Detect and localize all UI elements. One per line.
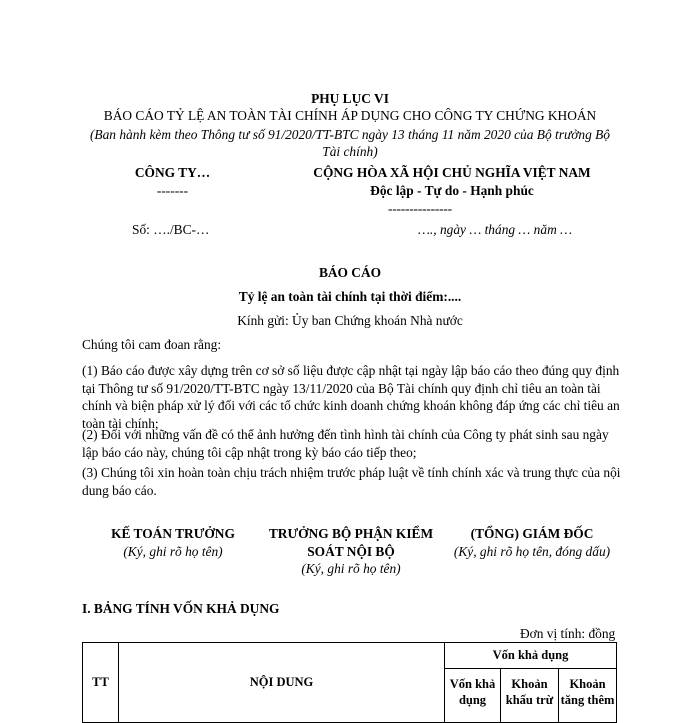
signature-note: (Ký, ghi rõ họ tên, đóng dấu)	[453, 543, 611, 559]
nation-motto: Độc lập - Tự do - Hạnh phúc	[370, 183, 534, 198]
header-deductions: Khoản khấu trừ	[501, 669, 559, 723]
report-heading: BÁO CÁO	[318, 265, 382, 280]
signature-title: KẾ TOÁN TRƯỞNG	[111, 526, 235, 541]
header-available-capital: Vốn khả dụng	[445, 643, 617, 669]
capital-table	[82, 642, 617, 723]
commitment-item-3: (3) Chúng tôi xin hoàn toàn chịu trách nhiệm trước pháp luật về tính chính xác và trung thực của nội dung báo cáo.	[82, 465, 621, 498]
signature-accountant	[98, 525, 248, 560]
header-content: NỘI DUNG	[119, 643, 445, 723]
document-subtitle: (Ban hành kèm theo Thông tư số 91/2020/TT-BTC ngày 13 tháng 11 năm 2020 của Bộ trưởng Bộ Tài chính)	[89, 127, 611, 160]
unit-label: Đơn vị tính: đồng	[520, 626, 616, 641]
header-available-capital-value: Vốn khả dụng	[445, 669, 501, 723]
header-additions: Khoản tăng thêm	[559, 669, 617, 723]
commitment-intro: Chúng tôi cam đoan rằng:	[82, 337, 222, 352]
signature-note: (Ký, ghi rõ họ tên)	[123, 543, 223, 559]
signature-director	[440, 525, 624, 560]
commitment-item-2: (2) Đối với những vấn đề có thể ảnh hưởng đến tình hình tài chính của Công ty phát sinh sau ngày lập báo cáo này, chúng tôi cập nhật trong kỳ báo cáo tiếp theo;	[82, 427, 609, 460]
commitment-item-1: (1) Báo cáo được xây dựng trên cơ sở số liệu được cập nhật tại ngày lập báo cáo theo đúng quy định tại Thông tư số 91/2020/TT-BTC ngày 13/11/2020 của Bộ Tài chính quy định chỉ tiêu an toàn tài chính và biện pháp xử lý đối với các tổ chức kinh doanh chứng khoán không đáp ứng các chỉ tiêu an toàn tài chính;	[82, 363, 620, 432]
signature-note: (Ký, ghi rõ họ tên)	[301, 561, 401, 577]
document-number: Số: …./BC-…	[132, 222, 210, 237]
document-title: BÁO CÁO TỶ LỆ AN TOÀN TÀI CHÍNH ÁP DỤNG CHO CÔNG TY CHỨNG KHOÁN	[103, 108, 597, 123]
report-subject: Tỷ lệ an toàn tài chính tại thời điểm:....	[238, 289, 462, 304]
date-line: …., ngày … tháng … năm …	[418, 222, 572, 237]
company-name: CÔNG TY…	[134, 165, 211, 180]
signature-internal-control	[262, 525, 440, 578]
header-tt: TT	[83, 643, 119, 723]
report-recipient: Kính gửi: Ủy ban Chứng khoán Nhà nước	[237, 313, 463, 328]
signature-title: TRƯỞNG BỘ PHẬN KIỂM SOÁT NỘI BỘ	[268, 526, 434, 559]
company-divider: -------	[156, 183, 189, 198]
appendix-label: PHỤ LỤC VI	[311, 91, 389, 106]
motto-divider: ---------------	[388, 201, 452, 216]
signature-title: (TỔNG) GIÁM ĐỐC	[470, 526, 594, 541]
nation-name: CỘNG HÒA XÃ HỘI CHỦ NGHĨA VIỆT NAM	[313, 165, 591, 180]
section-heading: I. BẢNG TÍNH VỐN KHẢ DỤNG	[82, 601, 280, 616]
